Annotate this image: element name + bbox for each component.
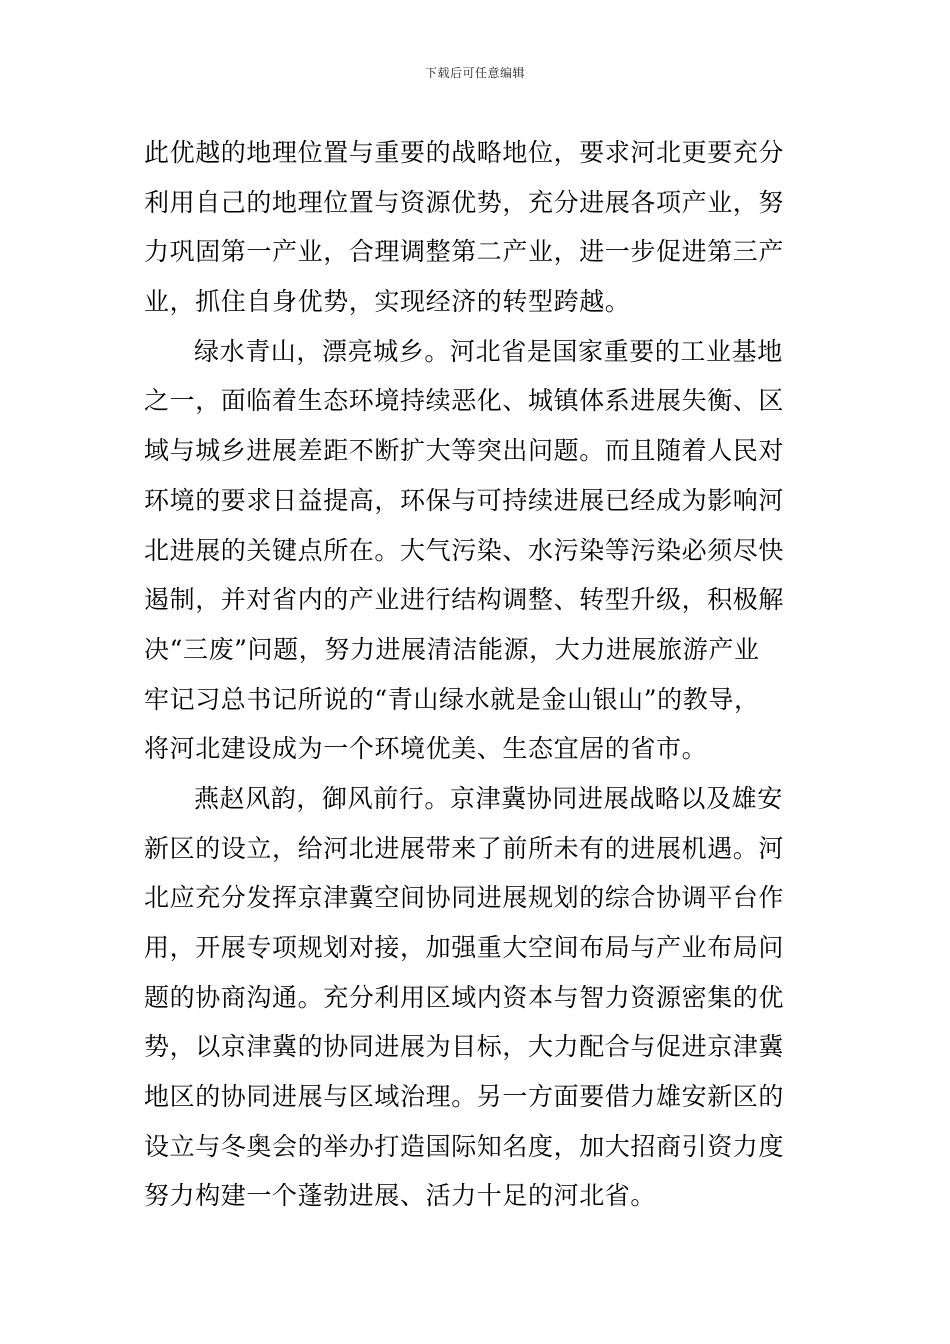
text-line: 地区的协同进展与区域治理。另一方面要借力雄安新区的 bbox=[144, 1082, 785, 1112]
text-line: 新区的设立，给河北进展带来了前所未有的进展机遇。河 bbox=[144, 833, 785, 863]
text-line: 势，以京津冀的协同进展为目标，大力配合与促进京津冀 bbox=[144, 1032, 785, 1062]
text-line: 题的协商沟通。充分利用区域内资本与智力资源密集的优 bbox=[144, 982, 785, 1012]
paragraph bbox=[144, 774, 816, 1221]
text-line: 绿水青山，漂亮城乡。河北省是国家重要的工业基地 bbox=[194, 336, 783, 366]
paragraph bbox=[144, 128, 816, 327]
text-line: 决“三废”问题，努力进展清洁能源，大力进展旅游产业 bbox=[144, 634, 760, 664]
text-line: 将河北建设成为一个环境优美、生态宜居的省市。 bbox=[144, 734, 708, 764]
text-line: 设立与冬奥会的举办打造国际知名度，加大招商引资力度 bbox=[144, 1131, 785, 1161]
text-line: 业，抓住自身优势，实现经济的转型跨越。 bbox=[144, 287, 631, 317]
paragraph bbox=[144, 327, 816, 774]
text-line: 域与城乡进展差距不断扩大等突出问题。而且随着人民对 bbox=[144, 436, 785, 466]
text-line: 北进展的关键点所在。大气污染、水污染等污染必须尽快 bbox=[144, 535, 785, 565]
text-line: 努力构建一个蓬勃进展、活力十足的河北省。 bbox=[144, 1181, 657, 1211]
text-line: 北应充分发挥京津冀空间协同进展规划的综合协调平台作 bbox=[144, 883, 785, 913]
text-line: 牢记习总书记所说的“青山绿水就是金山银山”的教导， bbox=[144, 684, 760, 714]
text-line: 燕赵风韵，御风前行。京津冀协同进展战略以及雄安 bbox=[194, 783, 783, 813]
page-header: 下载后可任意编辑 bbox=[424, 66, 525, 80]
document-body bbox=[144, 128, 816, 1221]
text-line: 利用自己的地理位置与资源优势，充分进展各项产业，努 bbox=[144, 187, 785, 217]
text-line: 遏制，并对省内的产业进行结构调整、转型升级，积极解 bbox=[144, 585, 785, 615]
text-line: 用，开展专项规划对接，加强重大空间布局与产业布局问 bbox=[144, 933, 785, 962]
text-line: 环境的要求日益提高，环保与可持续进展已经成为影响河 bbox=[144, 485, 785, 515]
text-line: 力巩固第一产业，合理调整第二产业，进一步促进第三产 bbox=[144, 237, 785, 267]
text-line: 之一，面临着生态环境持续恶化、城镇体系进展失衡、区 bbox=[144, 386, 785, 416]
text-line: 此优越的地理位置与重要的战略地位，要求河北更要充分 bbox=[144, 138, 785, 167]
